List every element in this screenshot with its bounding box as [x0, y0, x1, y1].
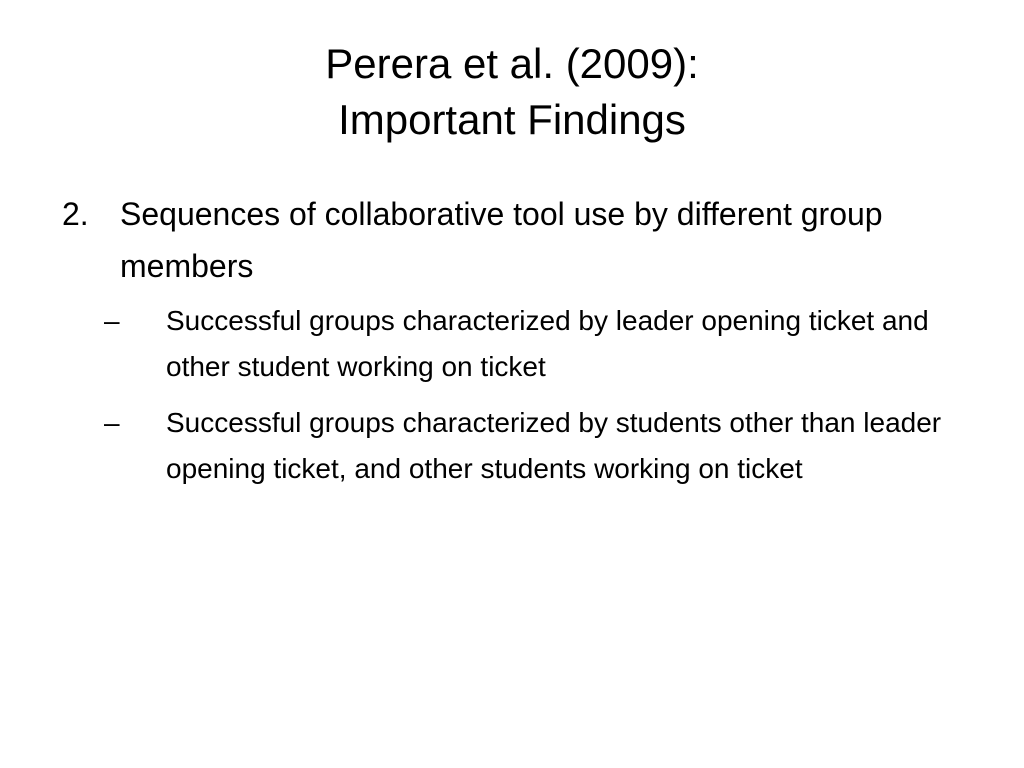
sub-point-text: Successful groups characterized by students other than leader opening ticket, and other students working on ticket [166, 407, 942, 484]
point-number: 2. [62, 196, 89, 232]
dash-bullet-icon: – [104, 305, 120, 336]
dash-bullet-icon: – [104, 407, 120, 438]
sub-point-text: Successful groups characterized by leader opening ticket and other student working on ticket [166, 305, 929, 382]
sub-point-2 [60, 400, 960, 492]
slide-title [0, 36, 1024, 148]
title-line-2: Important Findings [338, 96, 686, 143]
numbered-point [60, 188, 960, 292]
title-line-1: Perera et al. (2009): [325, 40, 699, 87]
slide-body [60, 188, 960, 502]
point-text: Sequences of collaborative tool use by different group members [120, 196, 883, 284]
sub-point-1 [60, 298, 960, 390]
